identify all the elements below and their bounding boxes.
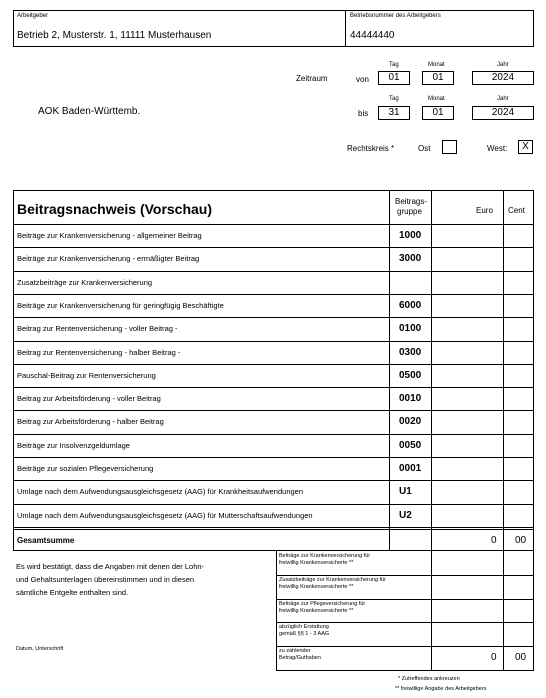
from-day-label: Tag (389, 62, 399, 68)
footnote-2: ** freiwillige Angabe des Arbeitgebers (395, 686, 487, 692)
lower-bottom-border (276, 670, 534, 671)
confirmation-line3: sämtliche Entgelte enthalten sind. (16, 588, 129, 597)
table-row-label: Beitrag zur Rentenversicherung - halber Beitrag - (17, 347, 181, 357)
table-row-code: 6000 (399, 299, 422, 311)
table-row-divider (13, 434, 534, 435)
employer-box (13, 10, 346, 47)
lower-row-line2: gemäß §§ 1 - 3 AAG (279, 631, 330, 638)
table-row-label: Umlage nach dem Aufwendungsausgleichsgesetz (AAG) für Krankheitsaufwendungen (17, 487, 304, 497)
cent-column-divider (503, 190, 504, 551)
table-row-code: U1 (399, 486, 412, 498)
lower-row-line2: freiwillig Krankenversicherte ** (279, 583, 354, 590)
table-row-label: Beiträge zur Krankenversicherung - ermäßigter Beitrag (17, 254, 200, 264)
lower-euro-divider (431, 551, 432, 671)
table-row-divider (13, 271, 534, 272)
to-day-field[interactable]: 31 (378, 106, 410, 120)
from-label: von (356, 75, 369, 84)
employer-label: Arbeitgeber (17, 13, 49, 19)
table-row-label: Beiträge zur Krankenversicherung für geringfügig Beschäftigte (17, 300, 224, 310)
table-row-divider (13, 387, 534, 388)
lower-row-line1: Beiträge zur Krankenversicherung für (279, 553, 371, 559)
insurer-name: AOK Baden-Württemb. (38, 106, 141, 117)
cent-header: Cent (508, 206, 525, 215)
from-year-label: Jahr (497, 62, 509, 68)
lower-row-line1: zu zahlender (279, 648, 311, 655)
table-row-code: 0300 (399, 346, 422, 358)
group-column-divider (389, 190, 390, 551)
table-row-divider (13, 294, 534, 295)
lower-row-cent: 00 (515, 652, 527, 664)
table-row-label: Beiträge zur sozialen Pflegeversicherung (17, 464, 154, 473)
table-row-divider (13, 247, 534, 248)
table-row-label: Beitrag zur Arbeitsförderung - voller Beitrag (17, 394, 161, 404)
to-day-label: Tag (389, 96, 399, 102)
lower-row-line2: freiwillig Krankenversicherte ** (279, 560, 354, 566)
table-row-divider (13, 317, 534, 318)
east-checkbox[interactable] (442, 140, 457, 154)
table-row-code: 1000 (399, 230, 422, 241)
confirmation-line1: Es wird bestätigt, dass die Angaben mit denen der Lohn- (16, 562, 205, 571)
from-month-field[interactable]: 01 (422, 71, 454, 85)
table-row-label: Beiträge zur Insolvenzgeldumlage (17, 440, 130, 450)
lower-row-divider (276, 599, 534, 600)
lower-row-divider (276, 575, 534, 576)
lower-left-divider (276, 551, 277, 671)
table-row-divider (13, 527, 534, 528)
table-row-code: 0050 (399, 439, 422, 451)
table-row-code: 0500 (399, 369, 422, 381)
table-row-divider (13, 504, 534, 505)
table-row-label: Zusatzbeiträge zur Krankenversicherung (17, 277, 153, 287)
east-label: Ost (418, 144, 431, 153)
table-row-code: 0001 (399, 463, 422, 474)
from-year-field[interactable]: 2024 (472, 71, 534, 85)
table-title: Beitragsnachweis (Vorschau) (17, 201, 213, 217)
euro-header: Euro (476, 206, 493, 215)
to-month-field[interactable]: 01 (422, 106, 454, 120)
from-day-field[interactable]: 01 (378, 71, 410, 85)
table-row-label: Umlage nach dem Aufwendungsausgleichsgesetz (AAG) für Mutterschaftsaufwendungen (17, 510, 313, 520)
table-row-divider (13, 410, 534, 411)
table-row-label: Beitrag zur Arbeitsförderung - halber Beitrag (17, 417, 164, 427)
lower-row-line2: freiwillig Krankenversicherte ** (279, 607, 354, 614)
table-row-code: 3000 (399, 253, 422, 265)
lower-cent-divider (503, 551, 504, 671)
employer-address: Betrieb 2, Musterstr. 1, 11111 Musterhausen (17, 30, 212, 41)
west-label: West: (487, 144, 508, 153)
lower-row-line1: Beiträge zur Pflegeversicherung für (279, 600, 366, 607)
total-cent: 00 (515, 535, 527, 546)
table-row-divider (13, 457, 534, 458)
group-header-line1: Beitrags- (395, 197, 428, 206)
period-label: Zeitraum (296, 74, 328, 83)
lower-row-line1: Zusatzbeiträge zur Krankenversicherung für (279, 576, 386, 583)
lower-row-line2: Betrag/Guthaben (279, 655, 321, 662)
table-row-code: 0100 (399, 323, 422, 335)
confirmation-line2: und Gehaltsunterlagen übereinstimmen und in diesen (16, 575, 195, 584)
lower-right-border (533, 551, 534, 671)
total-label: Gesamtsumme (17, 536, 75, 545)
total-divider (13, 529, 534, 530)
euro-column-divider (431, 190, 432, 551)
group-header-line2: gruppe (397, 207, 422, 216)
table-row-divider (13, 364, 534, 365)
table-row-label: Pauschal-Beitrag zur Rentenversicherung (17, 370, 156, 380)
lower-row-divider (276, 646, 534, 647)
table-row-code: U2 (399, 509, 412, 521)
signature-label: Datum, Unterschrift (16, 646, 64, 652)
table-row-label: Beitrag zur Rentenversicherung - voller Beitrag - (17, 324, 178, 334)
lower-row-line1: abzüglich Erstattung (279, 624, 329, 631)
total-euro: 0 (491, 535, 497, 546)
table-row-code: 0010 (399, 393, 422, 405)
to-label: bis (358, 109, 369, 118)
to-month-label: Monat (428, 96, 445, 102)
header-divider (13, 224, 534, 225)
employer-number-label: Betriebsnummer des Arbeitgebers (350, 13, 441, 19)
lower-row-euro: 0 (491, 652, 497, 664)
table-row-label: Beiträge zur Krankenversicherung - allgemeiner Beitrag (17, 231, 202, 240)
table-row-divider (13, 480, 534, 481)
to-year-label: Jahr (497, 96, 509, 102)
legal-area-label: Rechtskreis * (347, 144, 395, 153)
from-month-label: Monat (428, 62, 445, 68)
table-row-code: 0020 (399, 416, 422, 428)
lower-row-divider (276, 622, 534, 623)
table-row-divider (13, 341, 534, 342)
west-checkbox[interactable]: X (518, 140, 533, 154)
employer-number: 44444440 (350, 30, 395, 41)
footnote-1: * Zutreffendes ankreuzen (398, 676, 460, 682)
to-year-field[interactable]: 2024 (472, 106, 534, 120)
